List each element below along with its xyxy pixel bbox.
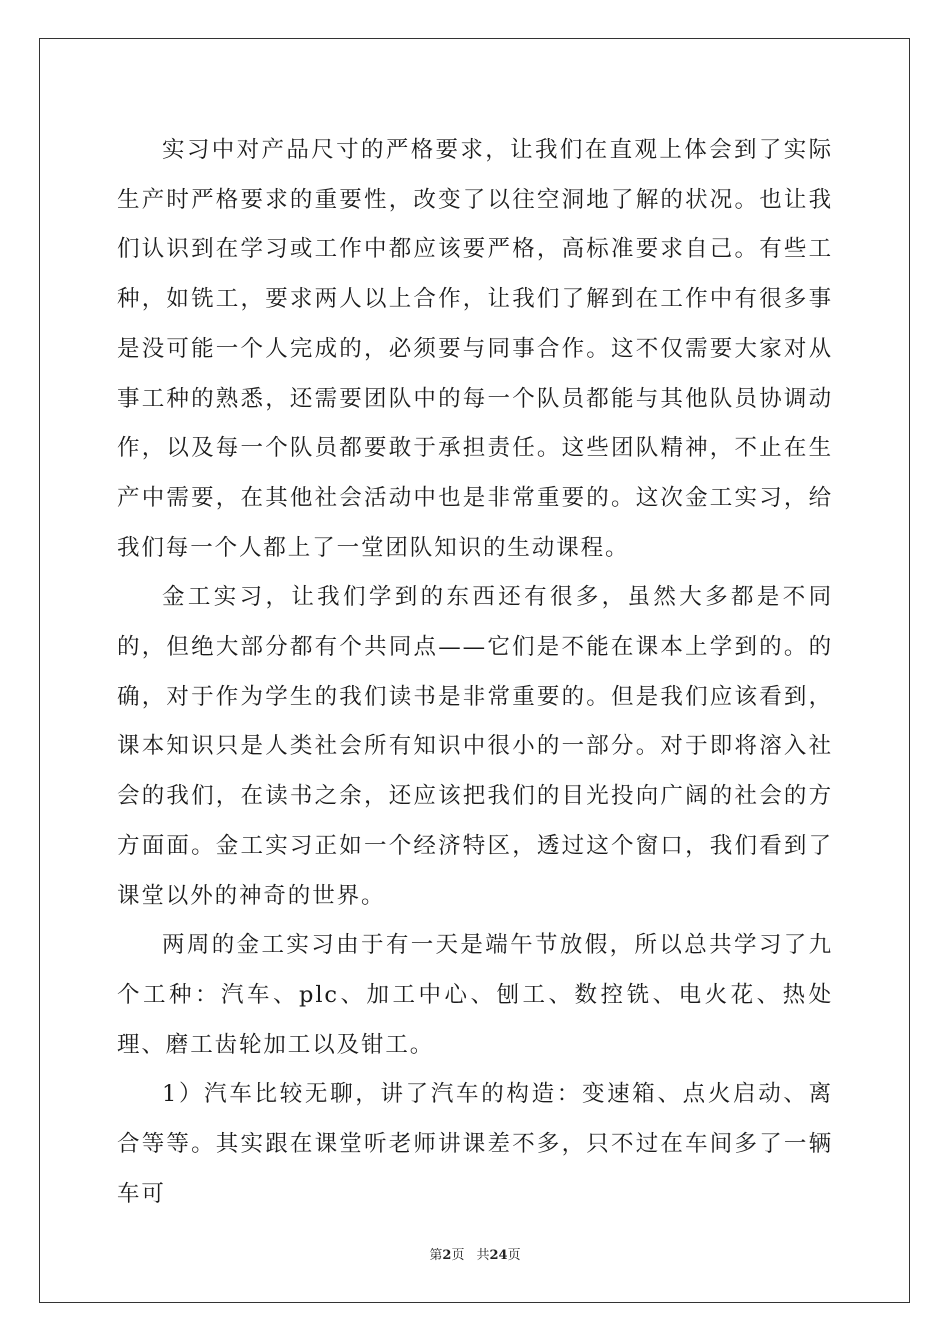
page-number: 2 xyxy=(442,1248,452,1263)
paragraph-2: 金工实习，让我们学到的东西还有很多，虽然大多都是不同的，但绝大部分都有个共同点——它们是不能在课本上学到的。的确，对于作为学生的我们读书是非常重要的。但是我们应该看到，课本知识只是人类社会所有知识中很小的一部分。对于即将溶入社会的我们，在读书之余，还应该把我们的目光投向广阔的社会的方方面面。金工实习正如一个经济特区，透过这个窗口，我们看到了课堂以外的神奇的世界。 xyxy=(117,584,833,909)
paragraph-4: 1）汽车比较无聊，讲了汽车的构造：变速箱、点火启动、离合等等。其实跟在课堂听老师讲课差不多，只不过在车间多了一辆车可 xyxy=(117,1081,833,1207)
total-prefix: 共 xyxy=(476,1248,490,1263)
page-suffix: 页 xyxy=(451,1248,465,1263)
paragraph-3: 两周的金工实习由于有一天是端午节放假，所以总共学习了九个工种：汽车、plc、加工中心、刨工、数控铣、电火花、热处理、磨工齿轮加工以及钳工。 xyxy=(117,932,833,1058)
page-footer xyxy=(0,1247,950,1265)
page-prefix: 第 xyxy=(429,1248,443,1263)
paragraph-1: 实习中对产品尺寸的严格要求，让我们在直观上体会到了实际生产时严格要求的重要性，改变了以往空洞地了解的状况。也让我们认识到在学习或工作中都应该要严格，高标准要求自己。有些工种，如铣工，要求两人以上合作，让我们了解到在工作中有很多事是没可能一个人完成的，必须要与同事合作。这不仅需要大家对从事工种的熟悉，还需要团队中的每一个队员都能与其他队员协调动作，以及每一个队员都要敢于承担责任。这些团队精神，不止在生产中需要，在其他社会活动中也是非常重要的。这次金工实习，给我们每一个人都上了一堂团队知识的生动课程。 xyxy=(117,137,833,561)
total-pages: 24 xyxy=(489,1248,508,1263)
total-suffix: 页 xyxy=(507,1248,521,1263)
document-body xyxy=(117,126,833,1219)
